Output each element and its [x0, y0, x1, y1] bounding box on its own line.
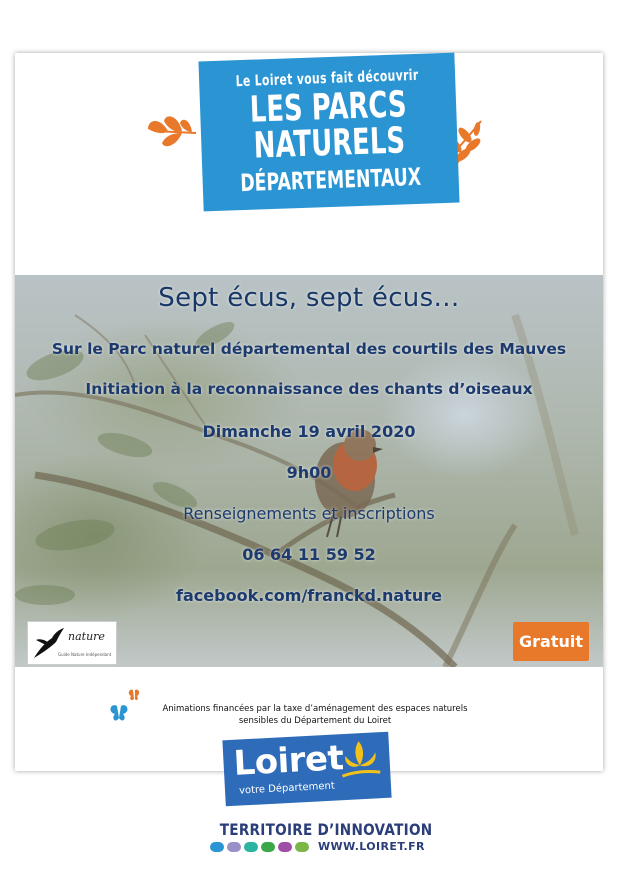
organizer-logo-subtitle: Guide Nature Indépendant: [58, 652, 112, 657]
banner-tagline: Le Loiret vous fait découvrir: [235, 65, 419, 91]
banner-title-line3: DÉPARTEMENTAUX: [239, 162, 422, 198]
loiret-logo-subtitle: votre Département: [238, 780, 336, 797]
banner-title-line1: LES PARCS: [249, 84, 408, 131]
territoire-innovation-label: TERRITOIRE D’INNOVATION: [219, 820, 433, 839]
bird-silhouette-icon: [30, 624, 70, 664]
event-date: Dimanche 19 avril 2020: [202, 422, 416, 441]
colored-dots-icon: [210, 841, 316, 853]
funding-line2: sensibles du Département du Loiret: [238, 716, 392, 726]
funding-note: [125, 703, 505, 727]
website-link[interactable]: WWW.LOIRET.FR: [318, 840, 425, 853]
organizer-logo-word: nature: [68, 630, 105, 643]
banner-title-line2: NATURELS: [253, 120, 406, 167]
event-location: Sur le Parc naturel départemental des courtils des Mauves: [51, 340, 567, 358]
orange-leaves-left-icon: [146, 111, 198, 151]
parks-banner: [198, 53, 459, 212]
price-badge: Gratuit: [513, 622, 589, 661]
event-title: Sept écus, sept écus…: [158, 283, 460, 313]
event-info-label: Renseignements et inscriptions: [183, 504, 435, 523]
event-facebook-link[interactable]: facebook.com/franckd.nature: [176, 586, 442, 605]
loiret-logo: [222, 732, 391, 807]
event-time: 9h00: [286, 463, 332, 482]
event-poster: [15, 53, 603, 771]
organizer-logo: [27, 621, 117, 665]
event-activity: Initiation à la reconnaissance des chants d’oiseaux: [85, 380, 533, 398]
fleur-de-lys-icon: [339, 738, 383, 780]
funding-line1: Animations financées par la taxe d’aménagement des espaces naturels: [162, 704, 468, 714]
event-phone[interactable]: 06 64 11 59 52: [242, 545, 376, 564]
loiret-logo-word: Loiret: [232, 738, 345, 784]
bird-photo: [15, 275, 603, 667]
